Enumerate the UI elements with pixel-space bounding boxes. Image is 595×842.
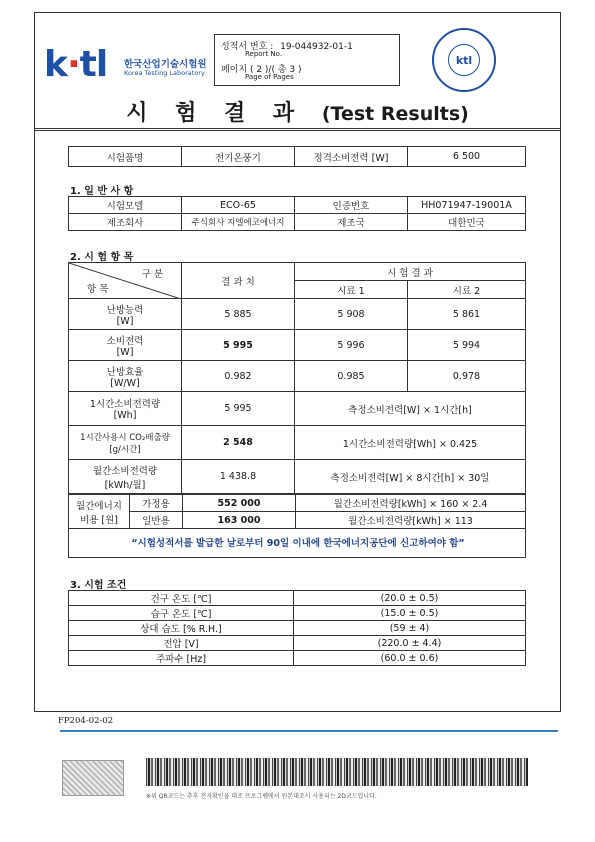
condition-label: 습구 온도 [℃] xyxy=(69,606,294,621)
condition-label: 전압 [V] xyxy=(69,636,294,651)
page-title xyxy=(0,96,595,127)
row-sample2: 0.978 xyxy=(408,361,526,392)
calc-row-formula: 측정소비전력[W] × 8시간[h] × 30일 xyxy=(295,460,526,494)
calc-row-label: 1시간사용시 CO₂배출량 [g/시간] xyxy=(69,426,182,460)
rated-label: 정격소비전력 [W] xyxy=(295,147,408,167)
header-diagonal-cell xyxy=(69,263,182,299)
barcode-image xyxy=(146,758,528,786)
certification-seal xyxy=(432,28,496,92)
cert-label: 인증번호 xyxy=(295,197,408,214)
row-label: 소비전력 [W] xyxy=(69,330,182,361)
monthly-type: 가정용 xyxy=(130,495,183,512)
diagonal-line xyxy=(69,263,181,299)
summary-table xyxy=(68,146,526,167)
country-value: 대한민국 xyxy=(408,214,526,231)
monthly-formula: 월간소비전력량[kWh] × 113 xyxy=(296,512,526,529)
row-result: 5 885 xyxy=(182,299,295,330)
sample1-header: 시료 1 xyxy=(295,281,408,299)
result-header: 결 과 치 xyxy=(182,263,295,299)
general-table xyxy=(68,196,526,231)
qr-code-image xyxy=(62,760,124,796)
org-name-en: Korea Testing Laboratory xyxy=(124,69,205,77)
test-items-table xyxy=(68,262,526,494)
org-name-ko: 한국산업기술시험원 xyxy=(124,59,207,70)
report-no-label-en: Report No. xyxy=(245,50,283,58)
title-divider xyxy=(34,128,561,131)
maker-value: 주식회사 지엘에코에너지 xyxy=(182,214,295,231)
monthly-cost-table xyxy=(68,494,526,529)
section3-title: 3. 시험 조건 xyxy=(70,580,127,591)
calc-row-label: 1시간소비전력량 [Wh] xyxy=(69,392,182,426)
report-no: 19-044932-01-1 xyxy=(280,42,353,52)
monthly-formula: 월간소비전력량[kWh] × 160 × 2.4 xyxy=(296,495,526,512)
row-sample2: 5 994 xyxy=(408,330,526,361)
notice-text: “시험성적서를 발급한 날로부터 90일 이내에 한국에너지공단에 신고하여야 함” xyxy=(131,538,465,549)
section2-title: 2. 시 험 항 목 xyxy=(70,252,134,263)
calc-row-result: 5 995 xyxy=(182,392,295,426)
monthly-label: 월간에너지 비용 [원] xyxy=(69,495,130,529)
row-sample2: 5 861 xyxy=(408,299,526,330)
row-sample1: 5 908 xyxy=(295,299,408,330)
monthly-result: 552 000 xyxy=(183,495,296,512)
ktl-logo xyxy=(44,40,214,86)
condition-label: 건구 온도 [℃] xyxy=(69,591,294,606)
page-label-en: Page of Pages xyxy=(245,73,294,81)
page-label: 페이지 ( 2 )/( 총 3 ) xyxy=(221,65,302,75)
row-sample1: 0.985 xyxy=(295,361,408,392)
row-label: 난방능력 [W] xyxy=(69,299,182,330)
maker-label: 제조회사 xyxy=(69,214,182,231)
country-label: 제조국 xyxy=(295,214,408,231)
item-value: 전기온풍기 xyxy=(182,147,295,167)
seal-mark: ktl xyxy=(448,44,480,76)
calc-row-result: 2 548 xyxy=(182,426,295,460)
sample2-header: 시료 2 xyxy=(408,281,526,299)
form-number: FP204-02-02 xyxy=(58,716,114,726)
calc-row-result: 1 438.8 xyxy=(182,460,295,494)
condition-value: (15.0 ± 0.5) xyxy=(294,606,526,621)
cert-value: HH071947-19001A xyxy=(408,197,526,214)
model-value: ECO-65 xyxy=(182,197,295,214)
row-sample1: 5 996 xyxy=(295,330,408,361)
condition-value: (220.0 ± 4.4) xyxy=(294,636,526,651)
title-ko: 시 험 결 과 xyxy=(126,101,305,126)
conditions-table xyxy=(68,590,526,666)
logo-mark: k·tl xyxy=(44,44,108,85)
condition-value: (20.0 ± 0.5) xyxy=(294,591,526,606)
row-result: 5 995 xyxy=(182,330,295,361)
condition-label: 주파수 [Hz] xyxy=(69,651,294,666)
title-en: (Test Results) xyxy=(321,103,469,125)
row-result: 0.982 xyxy=(182,361,295,392)
section1-title: 1. 일 반 사 항 xyxy=(70,186,134,197)
footer-divider xyxy=(60,730,558,732)
condition-label: 상대 습도 [% R.H.] xyxy=(69,621,294,636)
item-label: 시험품명 xyxy=(69,147,182,167)
calc-row-formula: 1시간소비전력량[Wh] × 0.425 xyxy=(295,426,526,460)
rated-value: 6 500 xyxy=(408,147,526,167)
hangmok-label: 항 목 xyxy=(87,284,109,295)
condition-value: (59 ± 4) xyxy=(294,621,526,636)
gubun-label: 구 분 xyxy=(141,269,163,280)
calc-row-formula: 측정소비전력[W] × 1시간[h] xyxy=(295,392,526,426)
footer-note: ※위 QR코드는 추후 전자확인을 대조 프로그램에서 원본대조시 사용되는 2D코드입니다. xyxy=(146,793,377,800)
row-label: 난방효율 [W/W] xyxy=(69,361,182,392)
monthly-result: 163 000 xyxy=(183,512,296,529)
report-info-box xyxy=(214,34,400,86)
condition-value: (60.0 ± 0.6) xyxy=(294,651,526,666)
model-label: 시험모델 xyxy=(69,197,182,214)
monthly-type: 일반용 xyxy=(130,512,183,529)
report-no-label: 성적서 번호 : xyxy=(221,42,274,52)
calc-row-label: 월간소비전력량 [kWh/월] xyxy=(69,460,182,494)
test-result-header: 시 험 결 과 xyxy=(295,263,526,281)
